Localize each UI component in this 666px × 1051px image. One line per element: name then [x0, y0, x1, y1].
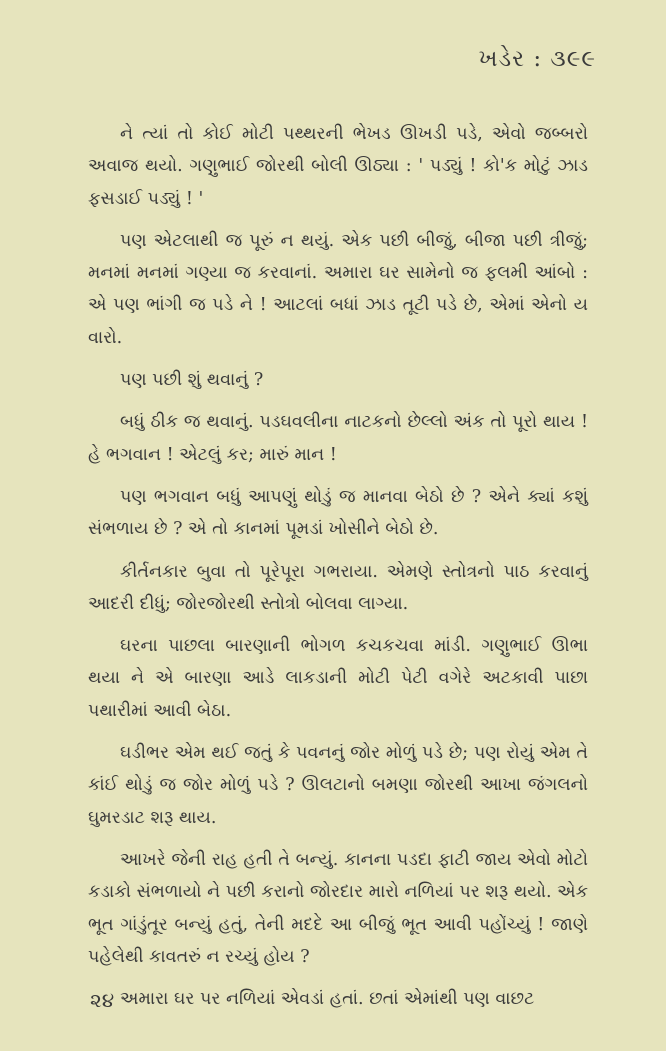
paragraph: ઘરના પાછલા બારણાની ભોગળ કચકચવા માંડી. ગણુભાઈ ઊભા થયા ને એ બારણા આડે લાકડાની મોટી પેટી વગેરે અટકાવી પાછા પથારીમાં આવી બેઠા. [88, 636, 588, 721]
running-header: ખડેર : ૩૯૯ [478, 46, 596, 72]
paragraph: પણ પછી શું થવાનું ? [120, 370, 264, 391]
paragraph: ને ત્યાં તો કોઈ મોટી પથ્થરની ભેખડ ઊખડી પડે, એવો જબ્બરો અવાજ થયો. ગણુભાઈ જોરથી બોલી ઊઠ્યા : ' પડ્યું ! કો'ક મોટું ઝાડ ફસડાઈ પડ્યું ! ' [88, 124, 588, 209]
paragraph: ઘડીભર એમ થઈ જતું કે પવનનું જોર મોળું પડે છે; પણ રોયું એમ તે કાંઈ થોડું જ જોર મોળું પડે ? ઊલટાનો બમણા જોરથી આખા જંગલનો ઘુમરડાટ શરૂ થાય. [88, 743, 588, 828]
paragraph: બધું ઠીક જ થવાનું. પડઘવલીના નાટકનો છેલ્લો અંક તો પૂરો થાય ! હે ભગવાન ! એટલું કર; મારું માન ! [88, 412, 588, 465]
paragraph: અમારા ઘર પર નળિયાં એવડાં હતાં. છતાં એમાંથી પણ વાછટ [120, 989, 535, 1010]
page-number: ૨૪ [90, 988, 115, 1012]
paragraph: પણ એટલાથી જ પૂરું ન થયું. એક પછી બીજું, બીજા પછી ત્રીજું; મનમાં મનમાં ગણ્યા જ કરવાનાં. અમારા ઘર સામેનો જ ફલમી આંબો : એ પણ ભાંગી જ પડે ને ! આટલાં બધાં ઝાડ તૂટી પડે છે, એમાં એનો ય વારો. [88, 230, 588, 348]
paragraph: કીર્તનકાર બુવા તો પૂરેપૂરા ગભરાયા. એમણે સ્તોત્રનો પાઠ કરવાનું આદરી દીધું; જોરજોરથી સ્તોત્રો બોલવા લાગ્યા. [88, 561, 588, 614]
body-text [88, 118, 588, 1025]
paragraph: આખરે જેની રાહ હતી તે બન્યું. કાનના પડદા ફાટી જાય એવો મોટો કડાકો સંભળાયો ને પછી કરાનો જોરદાર મારો નળિયાં પર શરૂ થયો. એક ભૂત ગાંડુંતૂર બન્યું હતું, તેની મદદે આ બીજું ભૂત આવી પહોંચ્યું ! જાણે પહેલેથી કાવતરું ન રચ્યું હોય ? [88, 849, 588, 967]
paragraph: પણ ભગવાન બધું આપણું થોડું જ માનવા બેઠો છે ? એને ક્યાં કશું સંભળાય છે ? એ તો કાનમાં પૂમડાં ખોસીને બેઠો છે. [88, 486, 588, 540]
